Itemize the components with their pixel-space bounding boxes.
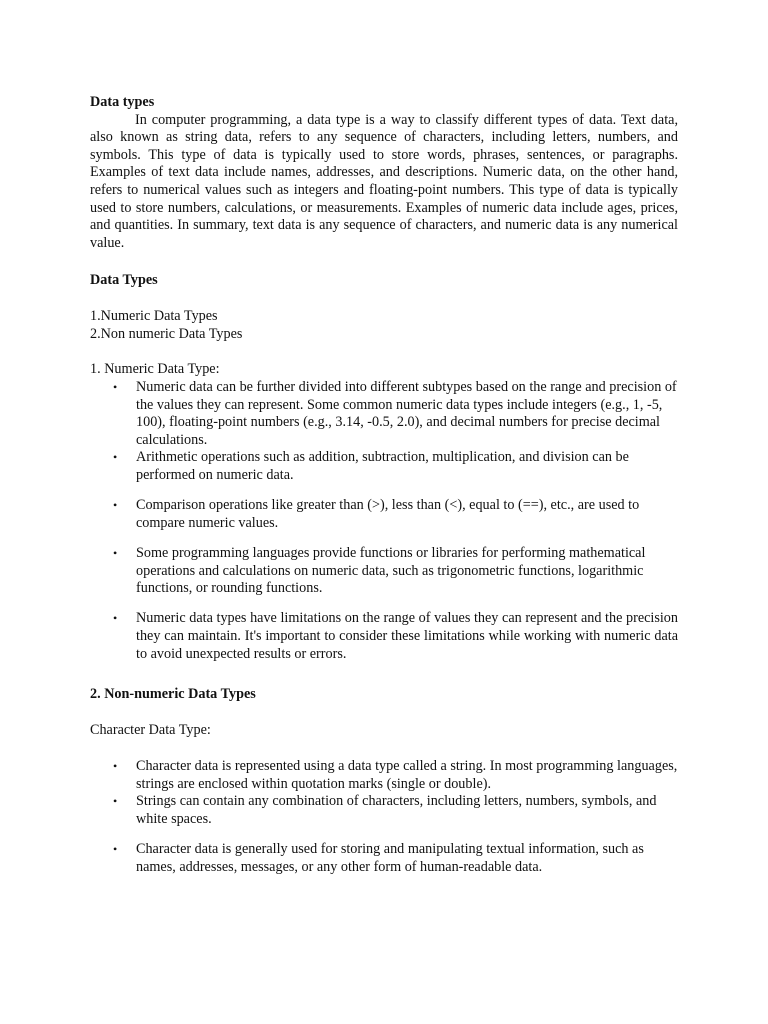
nonnumeric-bullet-list — [90, 758, 678, 876]
nonnumeric-heading-block — [90, 686, 678, 704]
bullet-text: Character data is generally used for storing and manipulating textual information, such as names, addresses, messages, or any other form of human-readable data. — [136, 840, 644, 875]
bullet-text: Comparison operations like greater than (>), less than (<), equal to (==), etc., are used to compare numeric values. — [136, 497, 640, 531]
character-subheading-block — [90, 722, 678, 740]
numeric-bullet-list — [90, 379, 678, 663]
bullet-text: Arithmetic operations such as addition, subtraction, multiplication, and division can be performed on numeric data. — [136, 449, 629, 483]
section-heading-data-types: Data types — [90, 94, 155, 110]
data-types-list — [90, 308, 678, 343]
bullet-text: Numeric data can be further divided into different subtypes based on the range and precision of the values they can represent. Some common numeric data types include integers (e.g., 1, -5, 100), floating-point numbers (e.g., 3.14, -0.5, 2.0), and decimal numbers for precise decimal calculations. — [136, 379, 677, 448]
numeric-heading-block — [90, 361, 678, 379]
list-item — [90, 758, 678, 793]
bullet-text: Character data is represented using a data type called a string. In most programming languages, strings are enclosed within quotation marks (single or double). — [136, 758, 678, 792]
list-item — [90, 841, 678, 876]
bullet-text: Strings can contain any combination of characters, including letters, numbers, symbols, and white spaces. — [136, 793, 657, 827]
intro-section — [90, 94, 678, 252]
section-heading-data-types-list: Data Types — [90, 272, 158, 288]
list-item: 1.Numeric Data Types — [90, 308, 218, 324]
numeric-heading: 1. Numeric Data Type: — [90, 361, 220, 377]
bullet-text: Some programming languages provide functions or libraries for performing mathematical operations and calculations on numeric data, such as trigonometric functions, logarithmic functions, or rounding functions. — [136, 544, 646, 597]
bullet-icon: • — [113, 380, 118, 394]
list-item — [90, 545, 678, 598]
bullet-icon: • — [113, 841, 118, 856]
bullet-icon: • — [113, 498, 118, 513]
bullet-icon: • — [113, 450, 118, 465]
data-types-section — [90, 272, 678, 290]
bullet-icon: • — [113, 759, 118, 773]
list-item — [90, 497, 678, 532]
list-item — [90, 379, 678, 449]
bullet-icon: • — [113, 794, 118, 809]
bullet-text: Numeric data types have limitations on the range of values they can represent and the precision they can maintain. It's important to consider these limitations while working with numeric data to avoid unexpected results or errors. — [136, 610, 678, 662]
list-item — [90, 449, 678, 484]
bullet-icon: • — [113, 545, 118, 560]
list-item: 2.Non numeric Data Types — [90, 325, 243, 342]
list-item — [90, 793, 678, 828]
bullet-icon: • — [113, 611, 118, 626]
intro-paragraph: In computer programming, a data type is a way to classify different types of data. Text data, also known as string data, refers to any sequence of characters, including letters, numbers, and symbols. This type of data is typically used to store words, phrases, sentences, or paragraphs. Examples of text data include names, addresses, and descriptions. Numeric data, on the other hand, refers to numerical values such as integers and floating-point numbers. This type of data is typically used to store numbers, calculations, or measurements. Examples of numeric data include ages, prices, and quantities. In summary, text data is any sequence of characters, and numeric data is any numerical value. — [90, 111, 678, 251]
character-subheading: Character Data Type: — [90, 722, 211, 738]
nonnumeric-heading: 2. Non-numeric Data Types — [90, 686, 256, 702]
list-item — [90, 610, 678, 663]
